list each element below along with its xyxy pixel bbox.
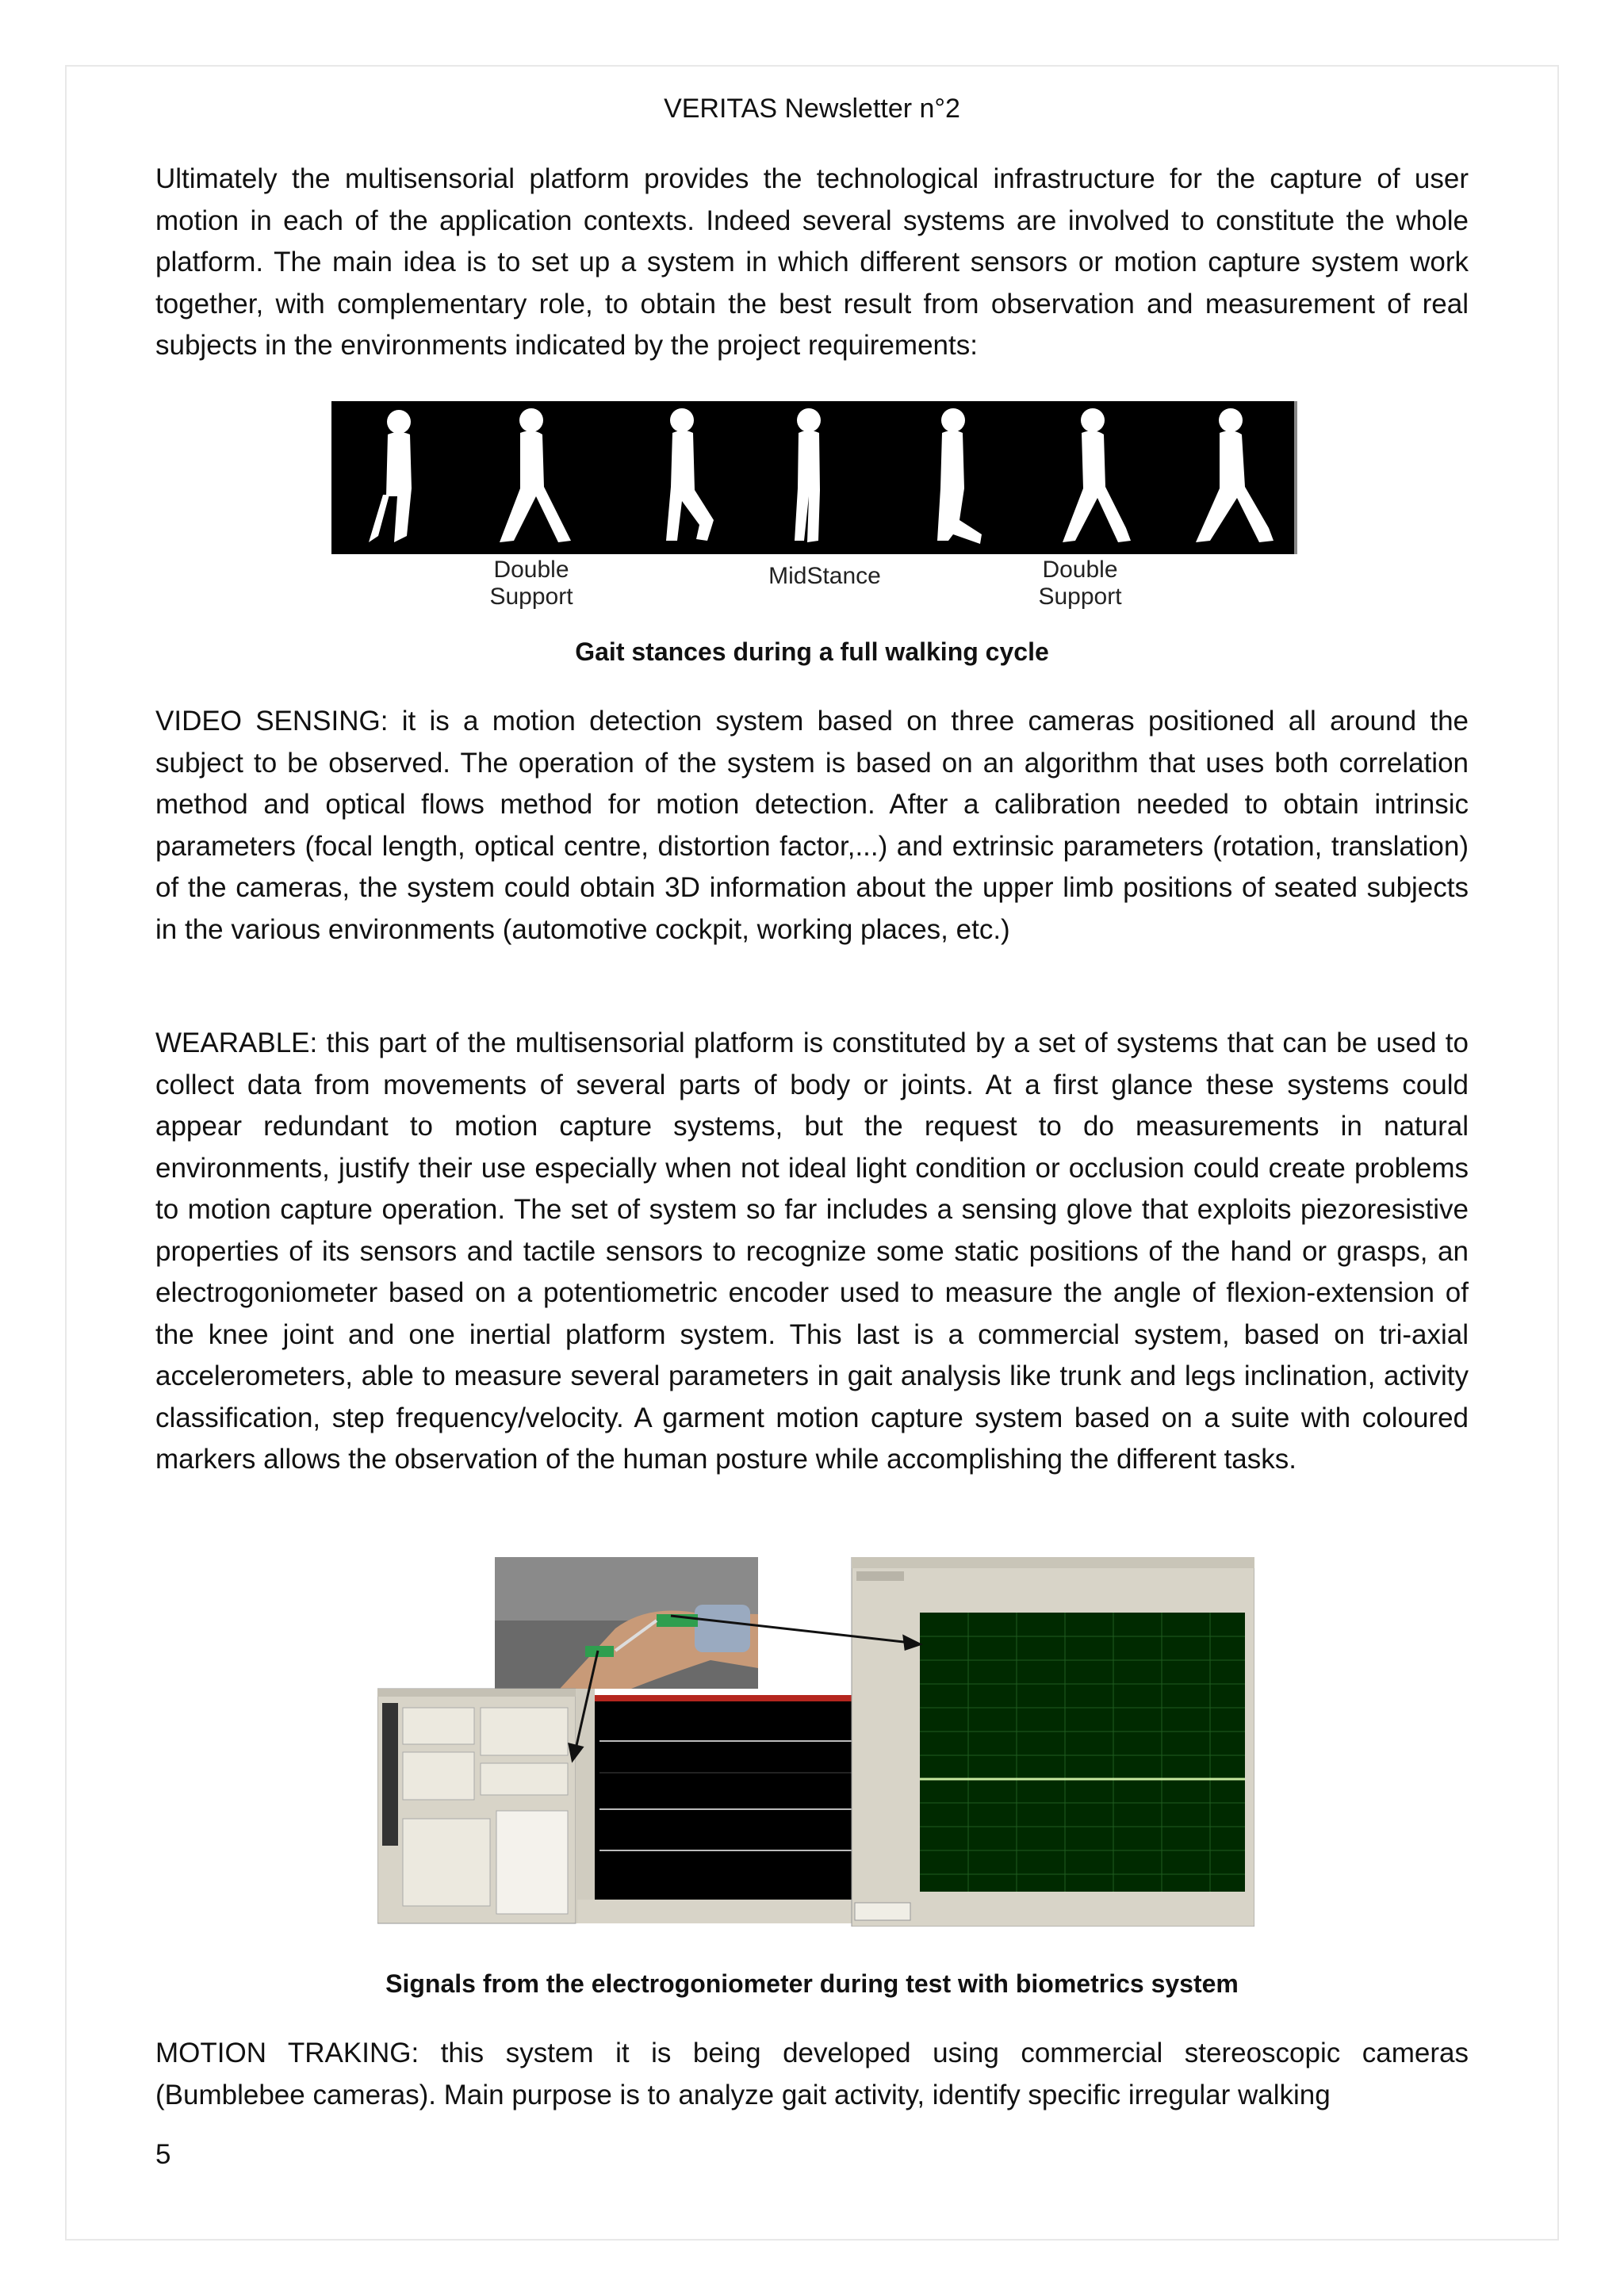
- signal-panel-dark: [577, 1695, 871, 1923]
- gait-silhouettes-image: [331, 401, 1297, 554]
- figure2-caption: Signals from the electrogoniometer during test with biometrics system: [385, 1969, 1239, 1998]
- midstance-label: MidStance: [768, 563, 881, 589]
- double-support-right-label: Double Support: [1038, 557, 1122, 610]
- double-support-left-label: Double Support: [489, 557, 573, 610]
- newsletter-header: VERITAS Newsletter n°2: [664, 94, 960, 124]
- video-sensing-paragraph: VIDEO SENSING: it is a motion detection system based on three cameras positioned all around the subject to be observed. The operation of the system is based on an algorithm that uses both correlation method and optical flows method for motion detection. After a calibration needed to obtain intrinsic parameters (focal length, optical centre, distortion factor,...) and extrinsic parameters (rotation, translation) of the cameras, the system could obtain 3D information about the upper limb positions of seated subjects in the various environments (automotive cockpit, working places, etc.): [155, 706, 1469, 945]
- electrogoniometer-figure: [377, 1557, 1254, 1927]
- goniometer-graph-window: [852, 1557, 1254, 1927]
- figure1-caption: Gait stances during a full walking cycle: [575, 637, 1049, 666]
- page-number: 5: [155, 2139, 171, 2170]
- electrogoniometer-composite: [377, 1557, 1254, 1927]
- biometrics-software-window: [377, 1689, 595, 1923]
- motion-tracking-paragraph: MOTION TRAKING: this system it is being developed using commercial stereoscopic cameras (Bumblebee cameras). Main purpose is to analyze gait activity, identify specific irregular walking: [155, 2038, 1469, 2110]
- gait-silhouettes-svg: [331, 401, 1297, 554]
- wearable-paragraph: WEARABLE: this part of the multisensorial platform is constituted by a set of systems that can be used to collect data from movements of several parts of body or joints. At a first glance these systems could appear redundant to motion capture systems, but the request to do measurements in natural environments, justify their use especially when not ideal light condition or occlusion could create problems to motion capture operation. The set of system so far includes a sensing glove that exploits piezoresistive properties of its sensors and tactile sensors to recognize some static positions of the hand or grasps, an electrogoniometer based on a potentiometric encoder used to measure the angle of flexion-extension of the knee joint and one inertial platform system. This last is a commercial system, based on tri-axial accelerometers, able to measure several parameters in gait analysis like trunk and legs inclination, activity classification, step frequency/velocity. A garment motion capture system based on a suite with coloured markers allows the observation of the human posture while accomplishing the different tasks.: [155, 1027, 1469, 1475]
- knee-photo: [495, 1557, 758, 1689]
- intro-paragraph: Ultimately the multisensorial platform provides the technological infrastructure for the capture of user motion in each of the application contexts. Indeed several systems are involved to constitute the whole platform. The main idea is to set up a system in which different sensors or motion capture system work together, with complementary role, to obtain the best result from observation and measurement of real subjects in the environments indicated by the project requirements:: [155, 163, 1469, 361]
